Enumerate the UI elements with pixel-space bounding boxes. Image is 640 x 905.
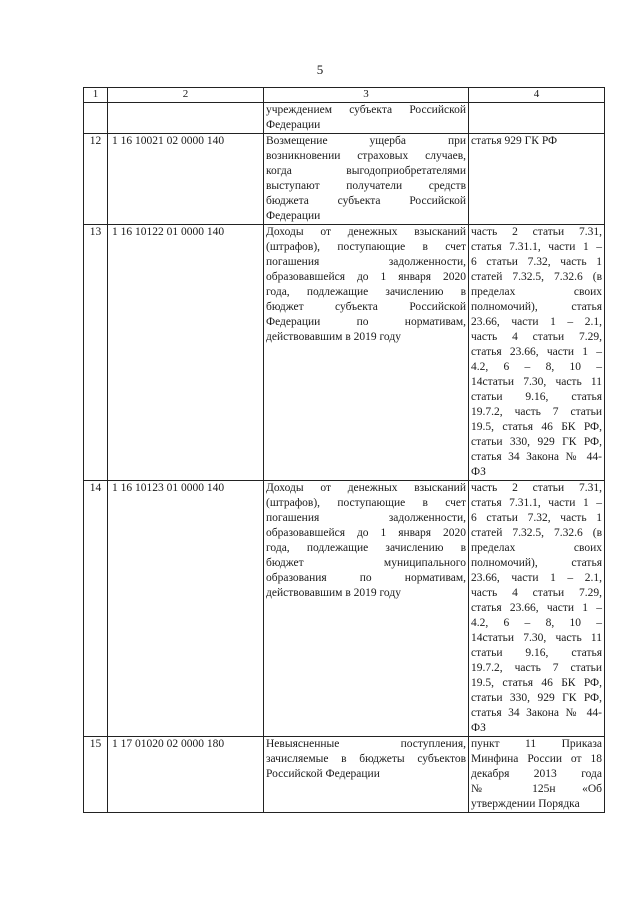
description-line: зачисляемые в бюджеты субъектов [266,753,466,765]
page-number: 5 [316,62,324,77]
legal-basis-line: статьи 330, 929 ГК РФ, [471,436,602,448]
description-line: Российской Федерации [266,768,380,780]
legal-basis-line: часть 4 статьи 7.29, [471,331,602,343]
legal-basis-line: 19.5, статья 46 БК РФ, [471,677,602,689]
description-line: Федерации по нормативам, [266,316,466,328]
legal-basis-line: 19.7.2, часть 7 статьи [471,406,602,418]
table-row [84,481,605,737]
description-line: года, подлежащие зачислению в [266,286,466,298]
table-row [84,134,605,225]
legal-basis-line: полномочий), статья [471,557,602,569]
header-cell-1: 1 [84,88,108,103]
revenue-description [264,481,469,737]
description-line: бюджет субъекта Российской [266,301,466,313]
legal-basis-line: статья 34 Закона № 44- [471,451,602,463]
description-line: (штрафов), поступающие в счет [266,241,466,253]
legal-basis-line: 19.7.2, часть 7 статьи [471,662,602,674]
revenue-code: 1 16 10021 02 0000 140 [108,134,264,225]
legal-basis-line: 23.66, части 1 – 2.1, [471,572,602,584]
header-cell-3: 3 [264,88,469,103]
table-row [84,103,605,134]
description-line: образовавшейся до 1 января 2020 [266,271,466,283]
legal-basis-line: утверждении Порядка [471,798,580,810]
description-line: образования по нормативам, [266,572,466,584]
table-header-row [84,88,605,103]
legal-basis-line: часть 2 статьи 7.31, [471,226,602,238]
legal-basis [469,737,605,813]
description-line: погашения задолженности, [266,256,466,268]
description-line: учреждением субъекта Российской [266,104,466,116]
legal-basis-line: 6 статьи 7.32, часть 1 [471,512,602,524]
description-line: выступают получатели средств [266,180,466,192]
row-number [84,103,108,134]
description-line: Федерации [266,119,321,131]
legal-basis-line: статьи 9.16, статья [471,647,602,659]
revenue-description [264,225,469,481]
description-line: (штрафов), поступающие в счет [266,497,466,509]
legal-basis-line: статья 7.31.1, части 1 – [471,497,602,509]
legal-basis-line: часть 2 статьи 7.31, [471,482,602,494]
description-line: Доходы от денежных взысканий [266,226,466,238]
legal-basis-line: статей 7.32.5, 7.32.6 (в [471,271,602,283]
description-line: Доходы от денежных взысканий [266,482,466,494]
legal-basis-line: 19.5, статья 46 БК РФ, [471,421,602,433]
legal-basis-line: статья 34 Закона № 44- [471,707,602,719]
legal-basis [469,134,605,225]
table-row [84,225,605,481]
header-cell-2: 2 [108,88,264,103]
revenue-code: 1 17 01020 02 0000 180 [108,737,264,813]
legal-basis [469,103,605,134]
legal-basis [469,481,605,737]
legal-basis-line: № 125н «Об [471,783,602,795]
revenue-codes-table [83,87,605,813]
revenue-description [264,134,469,225]
description-line: бюджет муниципального [266,557,466,569]
legal-basis-line: статьи 330, 929 ГК РФ, [471,692,602,704]
description-line: года, подлежащие зачислению в [266,542,466,554]
description-line: Федерации [266,210,321,222]
description-line: действовавшим в 2019 году [266,331,401,343]
row-number: 13 [84,225,108,481]
description-line: Возмещение ущерба при [266,135,466,147]
description-line: бюджета субъекта Российской [266,195,466,207]
legal-basis-line: пункт 11 Приказа [471,738,602,750]
revenue-description [264,103,469,134]
legal-basis-line: статья 23.66, части 1 – [471,346,602,358]
revenue-code: 1 16 10123 01 0000 140 [108,481,264,737]
legal-basis-line: 4.2, 6 – 8, 10 – [471,361,602,373]
legal-basis-line: 6 статьи 7.32, часть 1 [471,256,602,268]
legal-basis-line: пределах своих [471,542,602,554]
legal-basis-line: 14статьи 7.30, часть 11 [471,376,602,388]
legal-basis-line: часть 4 статьи 7.29, [471,587,602,599]
legal-basis-line: 23.66, части 1 – 2.1, [471,316,602,328]
row-number: 14 [84,481,108,737]
header-cell-4: 4 [469,88,605,103]
legal-basis-line: статья 929 ГК РФ [471,135,558,147]
revenue-code: 1 16 10122 01 0000 140 [108,225,264,481]
legal-basis-line: статья 23.66, части 1 – [471,602,602,614]
revenue-description [264,737,469,813]
description-line: когда выгодоприобретателями [266,165,466,177]
description-line: образовавшейся до 1 января 2020 [266,527,466,539]
legal-basis-line: полномочий), статья [471,301,602,313]
row-number: 12 [84,134,108,225]
legal-basis-line: 14статьи 7.30, часть 11 [471,632,602,644]
description-line: возникновении страховых случаев, [266,150,466,162]
legal-basis-line: декабря 2013 года [471,768,602,780]
description-line: Невыясненные поступления, [266,738,466,750]
table-row [84,737,605,813]
legal-basis-line: статьи 9.16, статья [471,391,602,403]
revenue-code [108,103,264,134]
row-number: 15 [84,737,108,813]
legal-basis-line: пределах своих [471,286,602,298]
legal-basis-line: статья 7.31.1, части 1 – [471,241,602,253]
legal-basis [469,225,605,481]
legal-basis-line: 4.2, 6 – 8, 10 – [471,617,602,629]
legal-basis-line: статей 7.32.5, 7.32.6 (в [471,527,602,539]
description-line: действовавшим в 2019 году [266,587,401,599]
legal-basis-line: Минфина России от 18 [471,753,602,765]
legal-basis-line: ФЗ [471,466,486,478]
description-line: погашения задолженности, [266,512,466,524]
legal-basis-line: ФЗ [471,722,486,734]
